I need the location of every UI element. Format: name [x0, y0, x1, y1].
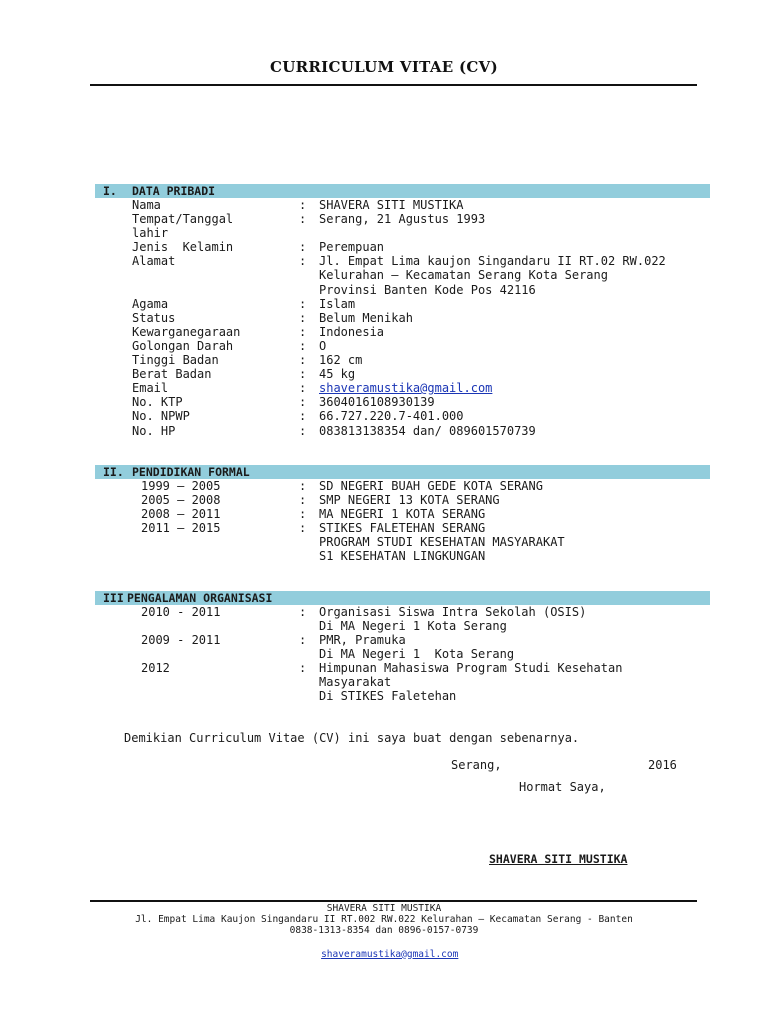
section-number: II.	[103, 465, 124, 479]
field-value-ttl: Serang, 21 Agustus 1993	[319, 212, 486, 226]
field-colon: :	[299, 240, 307, 254]
field-colon: :	[299, 479, 307, 493]
email-link[interactable]: shaveramustika@gmail.com	[319, 381, 493, 395]
field-label-email: Email	[132, 381, 169, 395]
field-value-hp: 083813138354 dan/ 089601570739	[319, 424, 536, 438]
field-value-tinggi-badan: 162 cm	[319, 353, 363, 367]
organization-name-cont: Masyarakat	[319, 675, 392, 689]
field-label-hp: No. HP	[132, 424, 176, 438]
education-school: MA NEGERI 1 KOTA SERANG	[319, 507, 486, 521]
section-number: III	[103, 591, 124, 605]
organization-period: 2009 - 2011	[141, 633, 221, 647]
field-label-tempat-tanggal: Tempat/Tanggal	[132, 212, 234, 226]
education-period: 2008 – 2011	[141, 507, 221, 521]
field-colon: :	[299, 381, 307, 395]
section-heading: DATA PRIBADI	[132, 184, 216, 198]
field-label-alamat: Alamat	[132, 254, 176, 268]
education-major: S1 KESEHATAN LINGKUNGAN	[319, 549, 486, 563]
field-colon: :	[299, 325, 307, 339]
field-colon: :	[299, 212, 307, 226]
field-value-kewarganegaraan: Indonesia	[319, 325, 385, 339]
organization-name: PMR, Pramuka	[319, 633, 406, 647]
signature-name: SHAVERA SITI MUSTIKA	[489, 852, 628, 866]
field-label-status: Status	[132, 311, 176, 325]
field-colon: :	[299, 521, 307, 535]
section-header-data-pribadi	[95, 184, 710, 198]
field-label-agama: Agama	[132, 297, 169, 311]
field-colon: :	[299, 367, 307, 381]
footer-divider	[90, 900, 697, 902]
field-colon: :	[299, 395, 307, 409]
education-period: 1999 – 2005	[141, 479, 221, 493]
education-school: STIKES FALETEHAN SERANG	[319, 521, 486, 535]
section-number: I.	[103, 184, 117, 198]
field-value-status: Belum Menikah	[319, 311, 413, 325]
closing-regards: Hormat Saya,	[519, 780, 606, 794]
field-value-ktp: 3604016108930139	[319, 395, 435, 409]
education-program: PROGRAM STUDI KESEHATAN MASYARAKAT	[319, 535, 565, 549]
closing-place: Serang,	[451, 758, 502, 772]
footer-address: Jl. Empat Lima Kaujon Singandaru II RT.002 RW.022 Kelurahan – Kecamatan Serang - Banten	[135, 914, 633, 925]
field-label-lahir: lahir	[132, 226, 169, 240]
field-label-tinggi-badan: Tinggi Badan	[132, 353, 219, 367]
education-period: 2011 – 2015	[141, 521, 221, 535]
field-colon: :	[299, 633, 307, 647]
field-colon: :	[299, 353, 307, 367]
section-header-pendidikan-formal	[95, 465, 710, 479]
field-value-jenis-kelamin: Perempuan	[319, 240, 385, 254]
field-label-berat-badan: Berat Badan	[132, 367, 212, 381]
field-colon: :	[299, 507, 307, 521]
footer-email-wrap	[0, 937, 768, 960]
education-period: 2005 – 2008	[141, 493, 221, 507]
section-heading: PENGALAMAN ORGANISASI	[127, 591, 273, 605]
field-label-npwp: No. NPWP	[132, 409, 190, 423]
footer-phones: 0838-1313-8354 dan 0896-0157-0739	[289, 925, 479, 936]
field-colon: :	[299, 254, 307, 268]
footer-name: SHAVERA SITI MUSTIKA	[326, 903, 442, 914]
field-label-kewarganegaraan: Kewarganegaraan	[132, 325, 241, 339]
field-value-agama: Islam	[319, 297, 356, 311]
organization-place: Di MA Negeri 1 Kota Serang	[319, 619, 507, 633]
field-colon: :	[299, 311, 307, 325]
field-colon: :	[299, 297, 307, 311]
field-value-alamat-line3: Provinsi Banten Kode Pos 42116	[319, 283, 536, 297]
organization-name: Himpunan Mahasiswa Program Studi Kesehatan	[319, 661, 623, 675]
field-value-alamat-line1: Jl. Empat Lima kaujon Singandaru II RT.02 RW.022	[319, 254, 666, 268]
organization-place: Di STIKES Faletehan	[319, 689, 457, 703]
section-heading: PENDIDIKAN FORMAL	[132, 465, 250, 479]
closing-statement: Demikian Curriculum Vitae (CV) ini saya buat dengan sebenarnya.	[124, 731, 580, 745]
field-value-berat-badan: 45 kg	[319, 367, 356, 381]
field-colon: :	[299, 424, 307, 438]
field-value-alamat-line2: Kelurahan – Kecamatan Serang Kota Serang	[319, 268, 608, 282]
footer-email-link[interactable]: shaveramustika@gmail.com	[321, 948, 459, 960]
field-colon: :	[299, 339, 307, 353]
field-colon: :	[299, 493, 307, 507]
field-value-golongan-darah: O	[319, 339, 327, 353]
field-label-nama: Nama	[132, 198, 161, 212]
section-header-pengalaman-organisasi	[95, 591, 710, 605]
closing-year: 2016	[648, 758, 677, 772]
field-label-ktp: No. KTP	[132, 395, 183, 409]
title-divider	[90, 84, 697, 86]
field-value-npwp: 66.727.220.7-401.000	[319, 409, 464, 423]
organization-place: Di MA Negeri 1 Kota Serang	[319, 647, 515, 661]
organization-period: 2012	[141, 661, 170, 675]
field-colon: :	[299, 661, 307, 675]
field-colon: :	[299, 198, 307, 212]
education-school: SMP NEGERI 13 KOTA SERANG	[319, 493, 500, 507]
field-value-nama: SHAVERA SITI MUSTIKA	[319, 198, 464, 212]
field-colon: :	[299, 605, 307, 619]
organization-period: 2010 - 2011	[141, 605, 221, 619]
field-colon: :	[299, 409, 307, 423]
field-label-golongan-darah: Golongan Darah	[132, 339, 234, 353]
education-school: SD NEGERI BUAH GEDE KOTA SERANG	[319, 479, 543, 493]
field-label-jenis-kelamin: Jenis Kelamin	[132, 240, 234, 254]
organization-name: Organisasi Siswa Intra Sekolah (OSIS)	[319, 605, 587, 619]
document-title: CURRICULUM VITAE (CV)	[270, 58, 498, 76]
